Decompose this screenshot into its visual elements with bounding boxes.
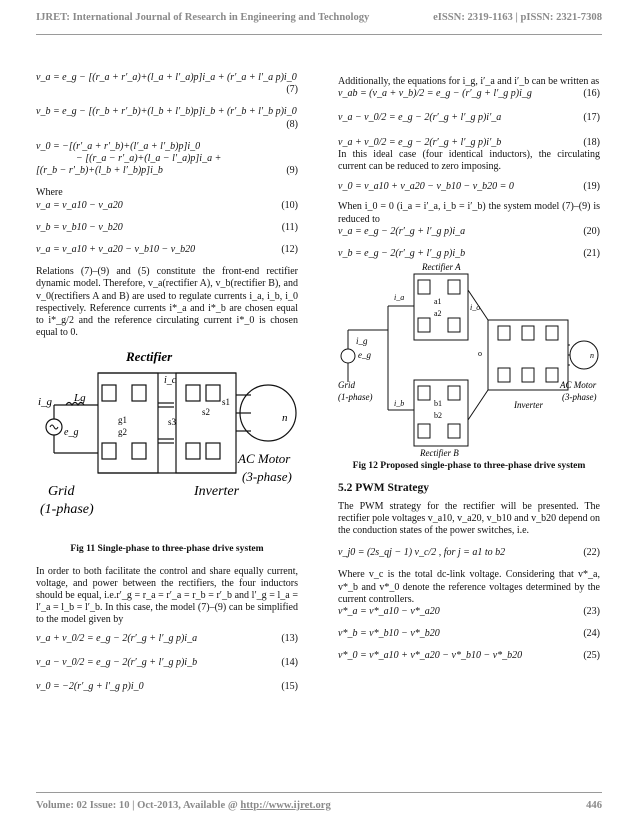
svg-text:e_g: e_g [64, 427, 79, 439]
equation-19: v_0 = v_a10 + v_a20 − v_b10 − v_b20 = 0 (19) [338, 181, 600, 193]
svg-text:b2: b2 [434, 411, 442, 421]
svg-text:s2: s2 [202, 407, 211, 418]
paragraph-where-vc: Where v_c is the total dc-link voltage. Considering that v*_a, v*_b and v*_0 denote the reference voltages determined by the current controllers. [338, 569, 600, 605]
figure-12 [338, 260, 600, 460]
equation-11: v_b = v_b10 − v_b20 (11) [36, 221, 298, 233]
paragraph-additional: Additionally, the equations for i_g, i′_a and i′_b can be written as [338, 76, 600, 87]
where-label: Where [36, 187, 63, 199]
equation-21: v_b = e_g − 2(r′_g + l′_g p)i_b (21) [338, 248, 600, 260]
svg-text:n: n [590, 351, 594, 361]
right-column [338, 76, 600, 663]
svg-text:i_c: i_c [164, 375, 177, 387]
section-title: 5.2 PWM Strategy [338, 482, 430, 495]
equation-22: v_j0 = (2s_qj − 1) v_c/2 , for j = a1 to b2 (22) [338, 547, 600, 559]
svg-text:g1: g1 [118, 415, 127, 426]
equation-7: v_a = e_g − [(r_a + r′_a)+(l_a + l′_a)p]i_a + (r′_a + l′_a p)i_0 (7) [36, 72, 298, 96]
left-column [36, 72, 298, 693]
equation-9: v_0 = −[(r′_a + r′_b)+(l′_a + l′_b)p]i_0 − [(r_a − r′_a)+(l_a − l′_a)p]i_a + [(r_b − r′_b)+(l_b + l′_b)p]i_b (9) [36, 140, 298, 177]
equation-14: v_a − v_0/2 = e_g − 2(r′_g + l′_g p)i_b (14) [36, 656, 298, 668]
svg-text:(1-phase): (1-phase) [40, 502, 94, 518]
svg-text:Grid: Grid [338, 380, 356, 391]
svg-text:i_a: i_a [394, 293, 405, 303]
svg-text:Inverter: Inverter [514, 400, 543, 411]
svg-text:AC Motor: AC Motor [238, 451, 291, 467]
svg-text:n: n [282, 412, 288, 425]
equation-23: v*_a = v*_a10 − v*_a20 (23) [338, 606, 600, 618]
header-rule [36, 34, 602, 35]
svg-text:Rectifier A: Rectifier A [422, 262, 461, 273]
equation-10: v_a = v_a10 − v_a20 (10) [36, 199, 298, 211]
svg-text:(1-phase): (1-phase) [338, 392, 373, 403]
svg-text:i_b: i_b [394, 399, 405, 409]
page-number: 446 [586, 800, 602, 811]
equation-24: v*_b = v*_b10 − v*_b20 (24) [338, 628, 600, 640]
svg-text:e_g: e_g [358, 350, 371, 361]
svg-text:Rectifier B: Rectifier B [420, 448, 459, 459]
svg-text:a1: a1 [434, 297, 442, 307]
svg-text:i_o: i_o [470, 303, 481, 313]
equation-15: v_0 = −2(r′_g + l′_g p)i_0 (15) [36, 681, 298, 693]
svg-text:Inverter: Inverter [194, 484, 240, 500]
svg-text:(3-phase): (3-phase) [242, 469, 292, 485]
footer-text: Volume: 02 Issue: 10 | Oct-2013, Available @ [36, 800, 241, 811]
fig11-caption: Fig 11 Single-phase to three-phase drive system [70, 543, 264, 555]
svg-text:i_g: i_g [356, 336, 368, 347]
equation-20: v_a = e_g − 2(r′_g + l′_g p)i_a (20) [338, 225, 600, 237]
equation-18: v_a + v_0/2 = e_g − 2(r′_g + l′_g p)i′_b (18) [338, 136, 600, 148]
fig12-caption: Fig 12 Proposed single-phase to three-phase drive system [352, 460, 586, 472]
paragraph-model: Relations (7)–(9) and (5) constitute the front-end rectifier dynamic model. Therefore, v_a(rectifier A), v_b(rectifier B), and v_0(rectifiers A and B) are used to regulate currents i_a, i_b, i_0 respectively. Reference currents i*_a and i*_b are chosen equal to i*_g/2 and the reference circulating current i*_0 is chosen equal to 0. [36, 266, 298, 339]
svg-text:s3: s3 [168, 417, 177, 428]
svg-text:Lg: Lg [74, 392, 86, 405]
paragraph-pwm: The PWM strategy for the rectifier will be presented. The rectifier pole voltages v_a10, v_a20, v_b10 and v_b20 depend on the conduction states of the power switches, i.e. [338, 500, 600, 537]
paragraph-ideal-case: In this ideal case (four identical inductors), the circulating current can be reduced to zero imposing. [338, 148, 600, 173]
svg-text:o: o [478, 349, 482, 359]
svg-text:AC Motor: AC Motor [560, 380, 597, 391]
issn: eISSN: 2319-1163 | pISSN: 2321-7308 [433, 12, 602, 23]
equation-13: v_a + v_0/2 = e_g − 2(r′_g + l′_g p)i_a (13) [36, 632, 298, 644]
svg-text:g2: g2 [118, 427, 127, 438]
page-footer [36, 800, 602, 811]
figure-11 [36, 343, 298, 543]
equation-8: v_b = e_g − [(r_b + r′_b)+(l_b + l′_b)p]i_b + (r′_b + l′_b p)i_0 (8) [36, 106, 298, 130]
svg-text:b1: b1 [434, 399, 442, 409]
svg-text:(3-phase): (3-phase) [562, 392, 597, 403]
equation-17: v_a − v_0/2 = e_g − 2(r′_g + l′_g p)i′_a (17) [338, 112, 600, 124]
svg-text:s1: s1 [222, 397, 231, 408]
journal-link[interactable]: http://www.ijret.org [240, 800, 331, 811]
equation-16: v_ab = (v_a + v_b)/2 = e_g − (r′_g + l′_g p)i_g (16) [338, 88, 600, 100]
equation-25: v*_0 = v*_a10 + v*_a20 − v*_b10 − v*_b20 (25) [338, 650, 600, 662]
journal-title: IJRET: International Journal of Research in Engineering and Technology [36, 12, 370, 23]
paragraph-inductors: In order to both facilitate the control and share equally current, voltage, and power between the rectifiers, the four inductors should be equal, i.e.r′_g = r_a = r′_a = r_b = r′_b and l′_g = l_a = l′_a = l_b = l′_b. In this case, the model (7)–(9) can be simplified to the model given by [36, 565, 298, 626]
page-header [36, 12, 602, 23]
svg-text:i_g: i_g [38, 396, 53, 409]
equation-12: v_a = v_a10 + v_a20 − v_b10 − v_b20 (12) [36, 244, 298, 256]
paragraph-reduced: When i_0 = 0 (i_a = i′_a, i_b = i′_b) the system model (7)–(9) is reduced to [338, 201, 600, 225]
fig11-rectifier-label: Rectifier [126, 349, 173, 365]
footer-rule [36, 792, 602, 793]
svg-text:a2: a2 [434, 309, 442, 319]
svg-text:Grid: Grid [48, 484, 75, 500]
